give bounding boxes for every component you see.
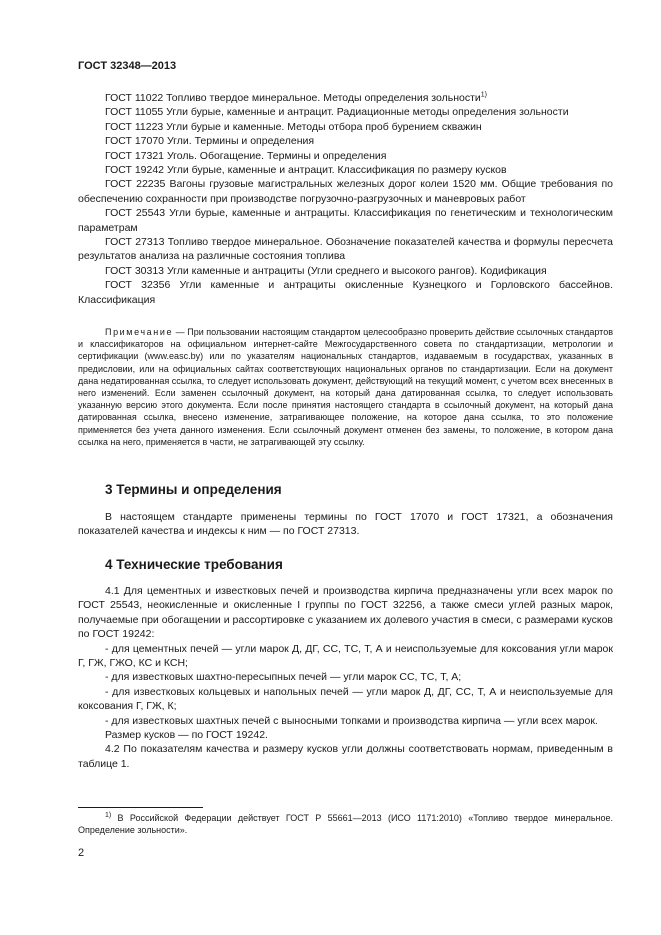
page-header: ГОСТ 32348—2013 [78, 60, 177, 72]
footnote-marker: 1) [480, 91, 488, 99]
note-text: — При пользовании настоящим стандартом целесообразно проверить действие ссылочных стандартов и классификаторов на официальном интернет-сайте Межгосударственного совета по стандартизации, метрологии и сертификации (www.easc.by) или по указателям национальных стандартов, издаваемым в государствах, указанных в предисловии, или на официальных сайтах соответствующих национальных органов по стандартизации. Если на документ дана недатированная ссылка, то следует использовать документ, действующий на текущий момент, с учетом всех внесенных в него изменений. Если заменен ссылочный документ, на который дана датированная ссылка, то следует использовать указанную версию этого документа. Если после принятия настоящего стандарта в ссылочный документ, на который дана датированная ссылка, внесено изменение, затрагивающее положение, на которое дана ссылка, то это положение применяется без учета данного изменения. Если ссылочный документ отменен без замены, то положение, в котором дана ссылка на него, применяется в части, не затрагивающей эту ссылку. [78, 327, 613, 447]
footnote-divider [78, 807, 203, 808]
reference-note [78, 326, 613, 448]
reference-item: ГОСТ 19242 Угли бурые, каменные и антрацит. Классификация по размеру кусков [105, 164, 507, 177]
reference-item: ГОСТ 27313 Топливо твердое минеральное. Обозначение показателей качества и формулы пересчета результатов анализа на различные состояния топлива [78, 236, 613, 263]
section-4-paragraph: Размер кусков — по ГОСТ 19242. [105, 729, 268, 742]
reference-item: ГОСТ 32356 Угли каменные и антрациты окисленные Кузнецкого и Горловского бассейнов. Классификация [78, 279, 613, 306]
section-4-body [78, 584, 613, 771]
reference-item: ГОСТ 25543 Угли бурые, каменные и антрациты. Классификация по генетическим и технологическим параметрам [78, 207, 613, 234]
references-list [78, 91, 613, 307]
reference-item: ГОСТ 17321 Уголь. Обогащение. Термины и определения [105, 149, 387, 162]
reference-item: ГОСТ 11055 Угли бурые, каменные и антрацит. Радиационные методы определения зольности [105, 106, 569, 119]
section-3-body [78, 510, 613, 539]
section-4-paragraph: 4.1 Для цементных и известковых печей и производства кирпича предназначены угли всех марок по ГОСТ 25543, неокисленные и окисленные I группы по ГОСТ 32256, а также смеси углей разных марок, получаемые при обогащении и рассортировке с указанием их долевого участия в смеси, с размерами кусков по ГОСТ 19242: [78, 585, 613, 641]
section-4-heading: 4 Технические требования [105, 557, 283, 572]
section-3-heading: 3 Термины и определения [105, 482, 282, 497]
section-3-text: В настоящем стандарте применены термины по ГОСТ 17070 и ГОСТ 17321, а обозначения показателей качества и индексы к ним — по ГОСТ 27313. [78, 511, 613, 538]
reference-item: ГОСТ 17070 Угли. Термины и определения [105, 135, 315, 148]
reference-item: ГОСТ 11223 Угли бурые и каменные. Методы отбора проб бурением скважин [105, 120, 482, 133]
section-4-paragraph: 4.2 По показателям качества и размеру кусков угли должны соответствовать нормам, приведенным в таблице 1. [78, 743, 613, 770]
reference-item: ГОСТ 22235 Вагоны грузовые магистральных железных дорог колеи 1520 мм. Общие требования по обеспечению сохранности при производстве погрузочно-разгрузочных и маневровых работ [78, 178, 613, 205]
section-4-paragraph: - для известковых шахтно-пересыпных печей — угли марок СС, ТС, Т, А; [105, 671, 462, 684]
section-4-paragraph: - для цементных печей — угли марок Д, ДГ, СС, ТС, Т, А и неиспользуемые для коксования угли марок Г, ГЖ, ГЖО, КС и КСН; [78, 642, 613, 670]
footnote-text: В Российской Федерации действует ГОСТ Р 55661—2013 (ИСО 1171:2010) «Топливо твердое минеральное. Определение зольности». [78, 813, 613, 835]
note-label: Примечание [105, 327, 174, 337]
reference-item: ГОСТ 30313 Угли каменные и антрациты (Угли среднего и высокого рангов). Кодификация [105, 264, 547, 277]
footnote [78, 812, 613, 836]
reference-item: ГОСТ 11022 Топливо твердое минеральное. Методы определения зольности$^{1)}$ [105, 91, 488, 104]
section-4-paragraph: - для известковых шахтных печей с выносными топками и производства кирпича — угли всех марок. [105, 714, 598, 727]
page-number: 2 [78, 847, 85, 859]
footnote-number: 1) [105, 812, 112, 819]
section-4-paragraph: - для известковых кольцевых и напольных печей — угли марок Д, ДГ, СС, Т, А и неиспользуемые для коксования Г, ГЖ, К; [78, 685, 613, 713]
